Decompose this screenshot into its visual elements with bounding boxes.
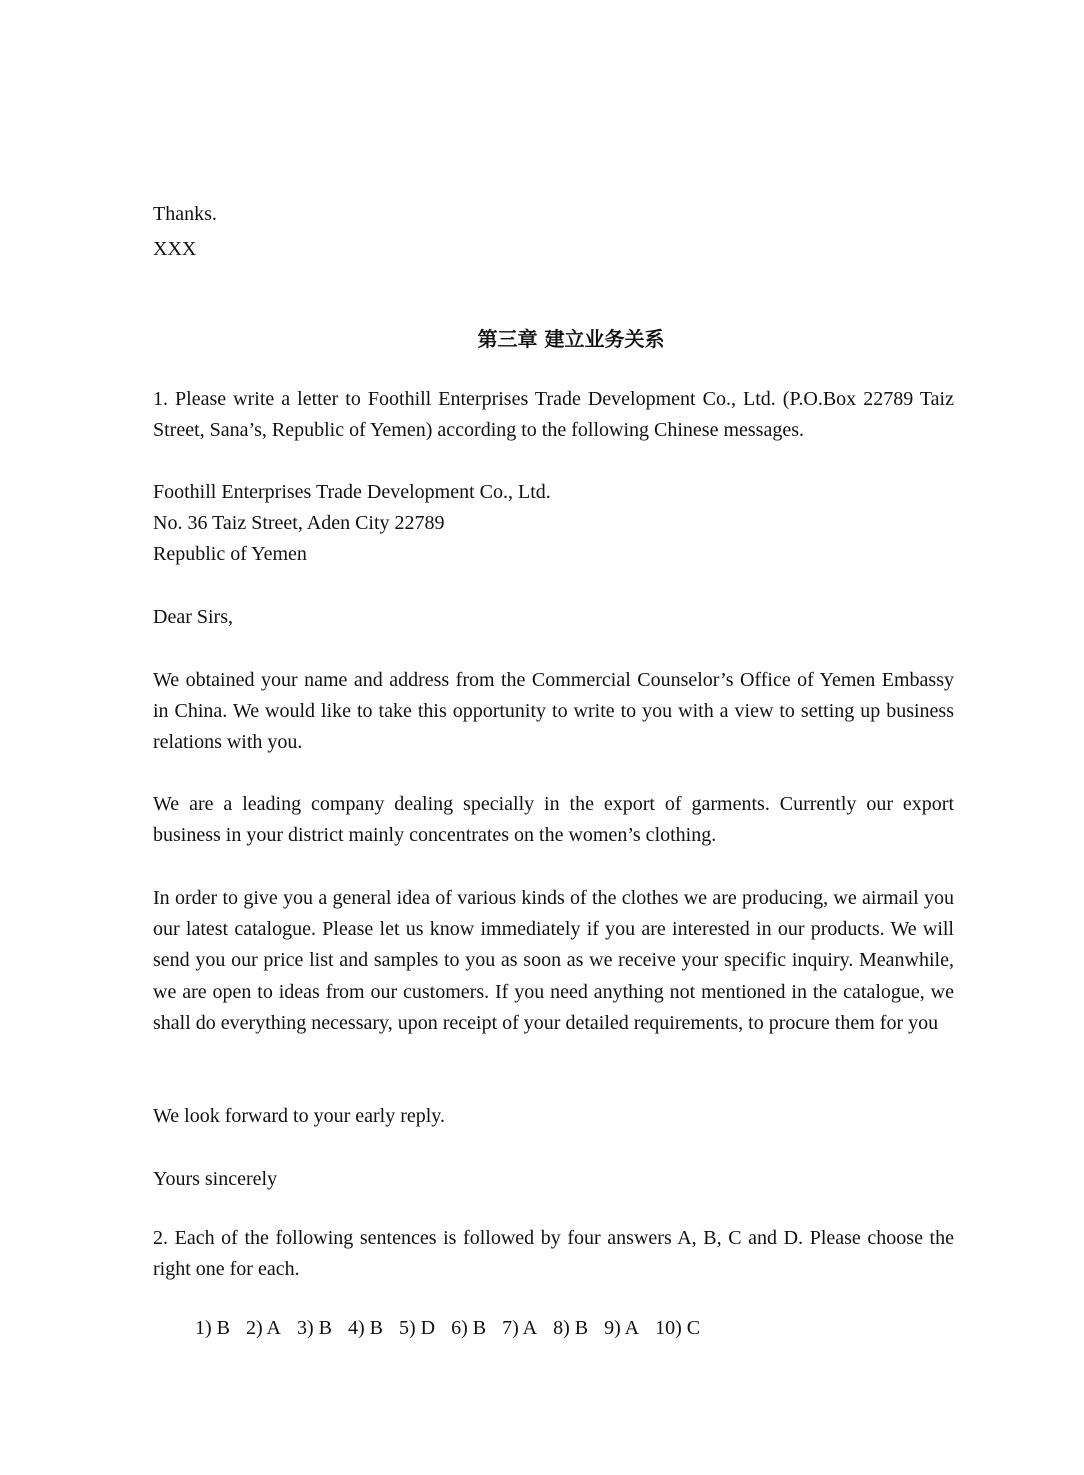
letter-paragraph-3: In order to give you a general idea of various kinds of the clothes we are producing, we airmail you our latest catalogue. Please let us know immediately if you are interested in our products. We will send you our price list and samples to you as soon as we receive your specific inquiry. Meanwhile, we are open to ideas from our customers. If you need anything not mentioned in the catalogue, we shall do everything necessary, upon receipt of your detailed requirements, to procure them for you [153,887,954,1034]
signature-line: XXX [153,238,197,260]
question-2-prompt: 2. Each of the following sentences is followed by four answers A, B, C and D. Please choose the right one for each. [153,1227,954,1281]
answer-item: 4) B [348,1317,383,1339]
answer-item: 2) A [246,1317,281,1339]
address-line-2: No. 36 Taiz Street, Aden City 22789 [153,512,445,534]
letter-paragraph-1: We obtained your name and address from the Commercial Counselor’s Office of Yemen Embassy in China. We would like to take this opportunity to write to you with a view to setting up business relations with you. [153,669,954,754]
salutation: Dear Sirs, [153,606,233,628]
letter-paragraph-4: We look forward to your early reply. [153,1105,445,1127]
answer-item: 5) D [399,1317,436,1339]
thanks-line: Thanks. [153,203,217,225]
address-line-1: Foothill Enterprises Trade Development Co., Ltd. [153,481,551,503]
document-page [153,0,954,1475]
answer-item: 6) B [451,1317,487,1339]
chapter-title: 第三章 建立业务关系 [477,327,665,351]
answer-item: 1) B [195,1317,230,1339]
address-line-3: Republic of Yemen [153,543,307,565]
question-1-prompt: 1. Please write a letter to Foothill Enterprises Trade Development Co., Ltd. (P.O.Box 22789 Taiz Street, Sana’s, Republic of Yemen) according to the following Chinese messages. [153,388,954,442]
letter-paragraph-2: We are a leading company dealing specially in the export of garments. Currently our export business in your district mainly concentrates on the women’s clothing. [153,793,954,847]
letter-closing: Yours sincerely [153,1168,278,1190]
answer-item: 8) B [553,1317,589,1339]
answer-item: 10) C [655,1317,701,1339]
answer-item: 7) A [502,1317,538,1339]
answer-list [195,1313,716,1344]
answer-item: 3) B [297,1317,332,1339]
answer-item: 9) A [604,1317,640,1339]
